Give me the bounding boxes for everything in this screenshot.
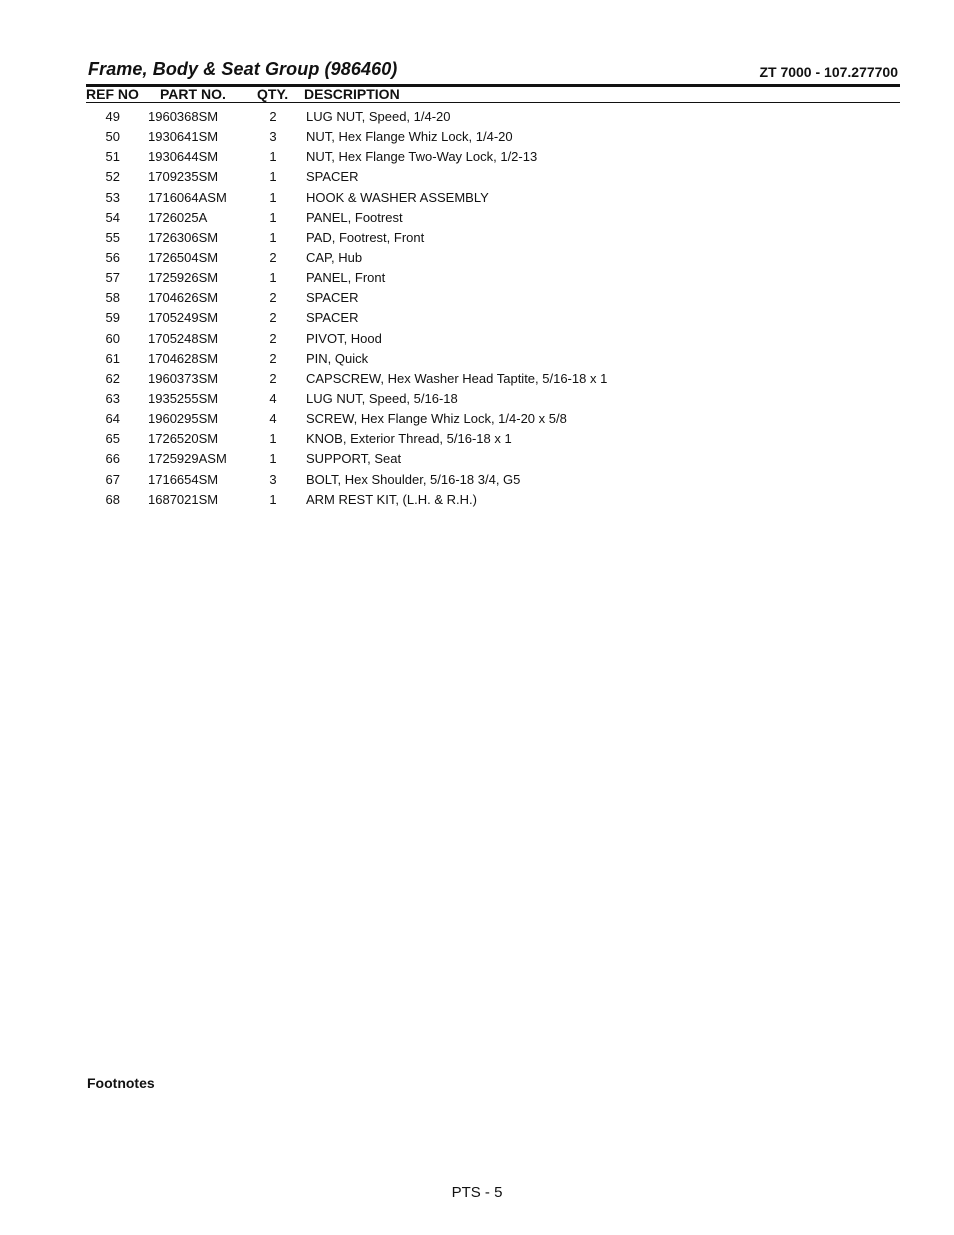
ref-no-cell: 57 — [105, 270, 120, 286]
part-no-cell: 1726306SM — [148, 229, 219, 245]
part-no-cell: 1930644SM — [148, 149, 219, 165]
table-row — [86, 289, 900, 309]
description-cell: SCREW, Hex Flange Whiz Lock, 1/4-20 x 5/8 — [306, 411, 567, 427]
part-no-cell: 1726520SM — [148, 431, 219, 447]
parts-list — [86, 108, 900, 511]
part-no-cell: 1960295SM — [148, 411, 219, 427]
qty-cell: 2 — [269, 249, 277, 265]
column-header-ref-no: REF NO — [86, 86, 139, 102]
table-row — [86, 168, 900, 188]
column-header-part-no: PART NO. — [160, 86, 226, 102]
ref-no-cell: 51 — [105, 149, 120, 165]
description-cell: PANEL, Footrest — [306, 209, 403, 225]
footnotes-label: Footnotes — [87, 1075, 155, 1091]
ref-no-cell: 55 — [105, 229, 120, 245]
qty-cell: 2 — [269, 310, 277, 326]
part-no-cell: 1705249SM — [148, 310, 219, 326]
description-cell: BOLT, Hex Shoulder, 5/16-18 3/4, G5 — [306, 471, 521, 487]
qty-cell: 1 — [269, 229, 277, 245]
ref-no-cell: 56 — [105, 249, 120, 265]
qty-cell: 1 — [269, 189, 277, 205]
part-no-cell: 1709235SM — [148, 169, 219, 185]
qty-cell: 2 — [269, 290, 277, 306]
table-row — [86, 148, 900, 168]
table-row — [86, 410, 900, 430]
column-header-row — [86, 87, 900, 103]
part-no-cell: 1725926SM — [148, 270, 219, 286]
description-cell: SUPPORT, Seat — [306, 451, 402, 467]
table-row — [86, 209, 900, 229]
part-no-cell: 1687021SM — [148, 491, 219, 507]
qty-cell: 1 — [269, 169, 277, 185]
qty-cell: 2 — [269, 370, 277, 386]
part-no-cell: 1716064ASM — [148, 189, 227, 205]
ref-no-cell: 62 — [105, 370, 120, 386]
table-row — [86, 189, 900, 209]
table-row — [86, 390, 900, 410]
description-cell: PANEL, Front — [306, 270, 386, 286]
part-no-cell: 1935255SM — [148, 390, 219, 406]
page-title: Frame, Body & Seat Group (986460) — [88, 59, 398, 79]
part-no-cell: 1716654SM — [148, 471, 219, 487]
description-cell: LUG NUT, Speed, 1/4-20 — [306, 109, 451, 124]
ref-no-cell: 67 — [105, 471, 120, 487]
table-row — [86, 471, 900, 491]
ref-no-cell: 50 — [105, 129, 120, 145]
part-no-cell: 1704628SM — [148, 350, 219, 366]
model-label: ZT 7000 - 107.277700 — [759, 64, 898, 80]
ref-no-cell: 58 — [105, 290, 120, 306]
table-row — [86, 330, 900, 350]
part-no-cell: 1960373SM — [148, 370, 219, 386]
part-no-cell: 1725929ASM — [148, 451, 227, 467]
table-row — [86, 128, 900, 148]
table-row — [86, 450, 900, 470]
part-no-cell: 1726025A — [148, 209, 208, 225]
qty-cell: 2 — [269, 109, 277, 124]
table-row — [86, 108, 900, 128]
ref-no-cell: 54 — [105, 209, 120, 225]
table-row — [86, 370, 900, 390]
qty-cell: 1 — [269, 491, 277, 507]
description-cell: NUT, Hex Flange Whiz Lock, 1/4-20 — [306, 129, 513, 145]
page-header — [86, 58, 900, 87]
description-cell: CAP, Hub — [306, 249, 363, 265]
description-cell: SPACER — [306, 310, 359, 326]
ref-no-cell: 49 — [105, 109, 120, 124]
ref-no-cell: 59 — [105, 310, 120, 326]
ref-no-cell: 66 — [105, 451, 120, 467]
part-no-cell: 1930641SM — [148, 129, 219, 145]
description-cell: NUT, Hex Flange Two-Way Lock, 1/2-13 — [306, 149, 538, 165]
qty-cell: 3 — [269, 129, 277, 145]
table-row — [86, 309, 900, 329]
ref-no-cell: 60 — [105, 330, 120, 346]
ref-no-cell: 61 — [105, 350, 120, 366]
page-number: PTS - 5 — [451, 1184, 503, 1201]
table-row — [86, 430, 900, 450]
table-row — [86, 350, 900, 370]
table-row — [86, 229, 900, 249]
qty-cell: 4 — [269, 390, 277, 406]
description-cell: CAPSCREW, Hex Washer Head Taptite, 5/16-18 x 1 — [306, 370, 608, 386]
column-header-qty: QTY. — [257, 86, 289, 102]
qty-cell: 1 — [269, 270, 277, 286]
description-cell: LUG NUT, Speed, 5/16-18 — [306, 390, 458, 406]
part-no-cell: 1705248SM — [148, 330, 219, 346]
qty-cell: 2 — [269, 350, 277, 366]
description-cell: PIN, Quick — [306, 350, 369, 366]
ref-no-cell: 65 — [105, 431, 120, 447]
description-cell: HOOK & WASHER ASSEMBLY — [306, 189, 489, 205]
table-row — [86, 491, 900, 511]
ref-no-cell: 68 — [105, 491, 120, 507]
qty-cell: 2 — [269, 330, 277, 346]
ref-no-cell: 53 — [105, 189, 120, 205]
part-no-cell: 1704626SM — [148, 290, 219, 306]
ref-no-cell: 63 — [105, 390, 120, 406]
description-cell: SPACER — [306, 290, 359, 306]
part-no-cell: 1960368SM — [148, 109, 219, 124]
ref-no-cell: 64 — [105, 411, 120, 427]
column-header-description: DESCRIPTION — [304, 86, 400, 102]
table-row — [86, 249, 900, 269]
description-cell: PIVOT, Hood — [306, 330, 382, 346]
qty-cell: 1 — [269, 149, 277, 165]
description-cell: SPACER — [306, 169, 359, 185]
qty-cell: 4 — [269, 411, 277, 427]
description-cell: KNOB, Exterior Thread, 5/16-18 x 1 — [306, 431, 512, 447]
part-no-cell: 1726504SM — [148, 249, 219, 265]
qty-cell: 1 — [269, 209, 277, 225]
description-cell: ARM REST KIT, (L.H. & R.H.) — [306, 491, 477, 507]
table-row — [86, 269, 900, 289]
description-cell: PAD, Footrest, Front — [306, 229, 425, 245]
qty-cell: 1 — [269, 451, 277, 467]
qty-cell: 1 — [269, 431, 277, 447]
ref-no-cell: 52 — [105, 169, 120, 185]
qty-cell: 3 — [269, 471, 277, 487]
